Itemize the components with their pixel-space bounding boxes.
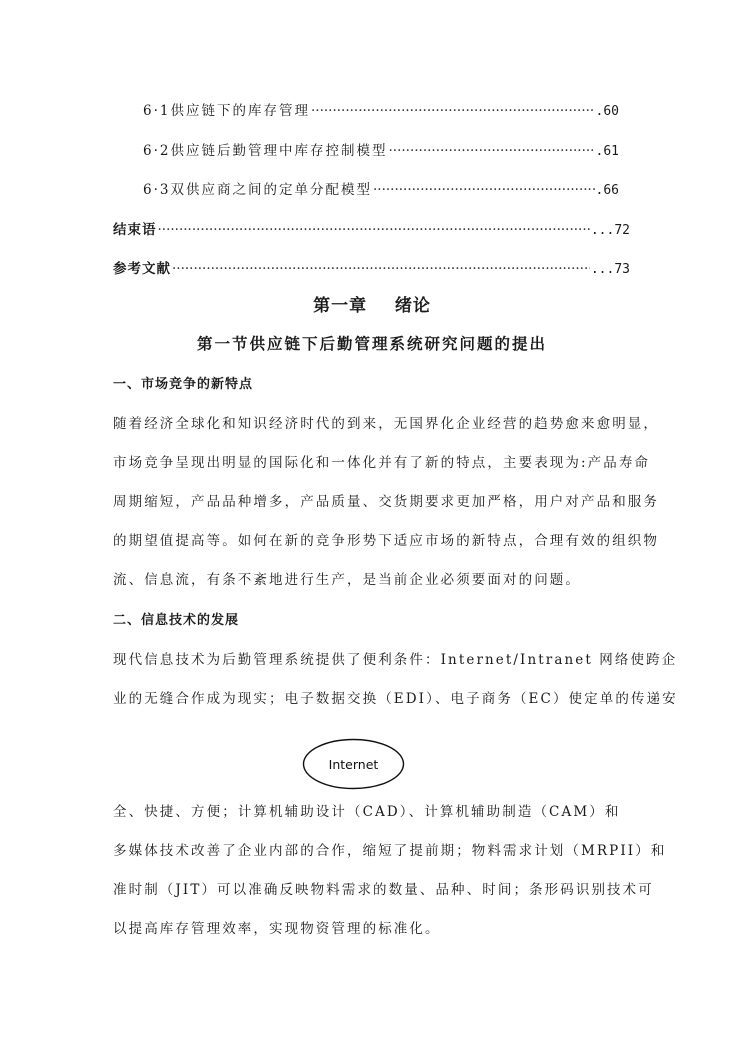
toc-entry-conclusion[interactable] xyxy=(113,218,630,238)
toc-page-number: ...73 xyxy=(590,262,630,277)
paragraph-line: 以提高库存管理效率，实现物资管理的标准化。 xyxy=(113,921,441,937)
toc-page-number: .60 xyxy=(595,104,619,119)
toc-entry-label: 结束语 xyxy=(113,222,157,238)
toc-leader-dots xyxy=(373,182,595,198)
paragraph-line: 流、信息流，有条不紊地进行生产，是当前企业必须要面对的问题。 xyxy=(113,572,581,588)
toc-entry-label: 参考文献 xyxy=(113,261,171,277)
paragraph-line: 市场竞争呈现出明显的国际化和一体化并有了新的特点，主要表现为:产品寿命 xyxy=(113,455,651,471)
internet-label: Internet xyxy=(328,756,379,772)
toc-leader-dots xyxy=(172,261,590,277)
toc-leader-dots xyxy=(311,103,595,119)
toc-entry[interactable] xyxy=(143,139,619,159)
paragraph-line: 现代信息技术为后勤管理系统提供了便利条件：Internet/Intranet 网络使跨企 xyxy=(113,652,678,668)
paragraph-line: 多媒体技术改善了企业内部的合作，缩短了提前期；物料需求计划（MRPII）和 xyxy=(113,843,667,859)
paragraph-line: 周期缩短，产品品种增多，产品质量、交货期要求更加严格，用户对产品和服务 xyxy=(113,494,659,510)
paragraph-line: 准时制（JIT）可以准确反映物料需求的数量、品种、时间；条形码识别技术可 xyxy=(113,882,654,898)
toc-leader-dots xyxy=(158,222,590,238)
toc-page-number: .61 xyxy=(595,144,619,159)
subheading-market-competition: 一、市场竞争的新特点 xyxy=(113,377,254,392)
toc-page-number: ...72 xyxy=(590,223,630,238)
toc-entry[interactable] xyxy=(143,178,619,198)
toc-page-number: .66 xyxy=(595,183,619,198)
paragraph-line: 随着经济全球化和知识经济时代的到来，无国界化企业经营的趋势愈来愈明显， xyxy=(113,416,659,432)
section-title: 第一节供应链下后勤管理系统研究问题的提出 xyxy=(196,335,547,353)
paragraph-line: 全、快捷、方便；计算机辅助设计（CAD）、计算机辅助制造（CAM）和 xyxy=(113,804,621,820)
toc-leader-dots xyxy=(388,143,594,159)
toc-entry-references[interactable] xyxy=(113,257,630,277)
paragraph-line: 的期望值提高等。如何在新的竞争形势下适应市场的新特点，合理有效的组织物 xyxy=(113,533,659,549)
subheading-information-technology: 二、信息技术的发展 xyxy=(113,613,240,628)
toc-entry-label: 6·2供应链后勤管理中库存控制模型 xyxy=(143,143,388,159)
internet-diagram xyxy=(302,738,405,790)
toc-entry[interactable] xyxy=(143,99,619,119)
toc-entry-label: 6·1供应链下的库存管理 xyxy=(143,103,310,119)
paragraph-line: 业的无缝合作成为现实；电子数据交换（EDI）、电子商务（EC）使定单的传递安 xyxy=(113,691,678,707)
chapter-title: 第一章 绪论 xyxy=(313,296,431,316)
toc-entry-label: 6·3双供应商之间的定单分配模型 xyxy=(143,182,372,198)
